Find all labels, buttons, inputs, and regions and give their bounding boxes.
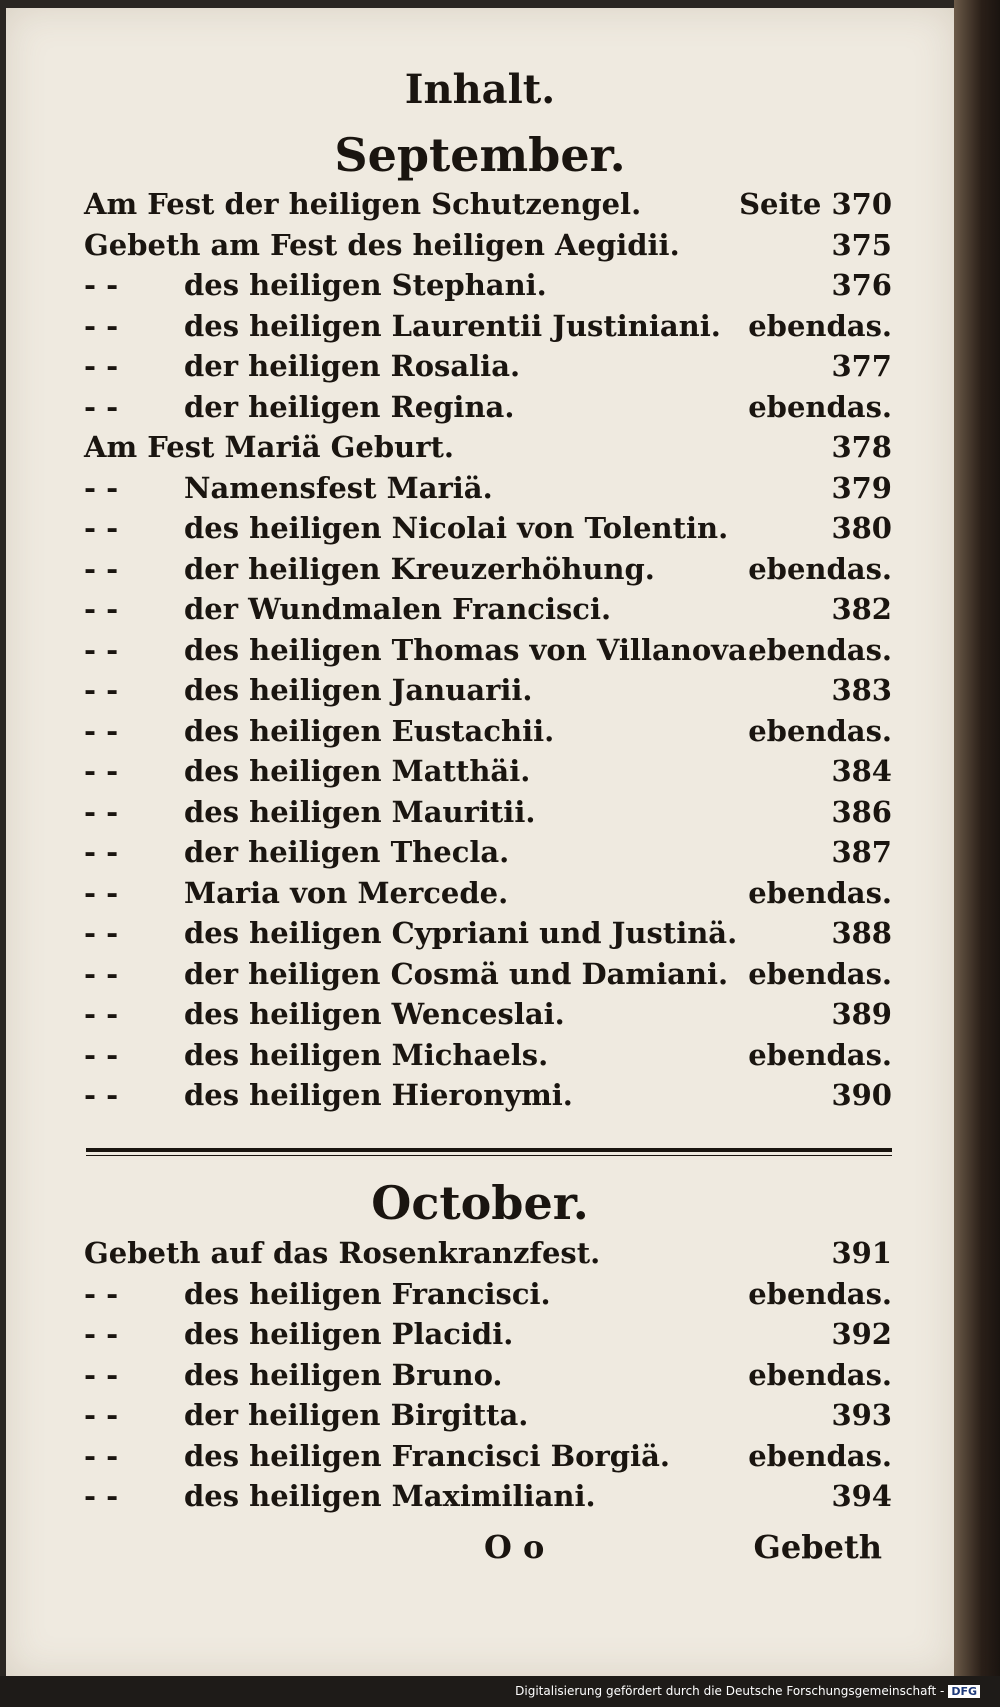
toc-entry-title: des heiligen Maximiliani. [184, 1479, 596, 1513]
toc-entry-page: ebendas. [748, 1276, 892, 1311]
toc-entry-title: des heiligen Hieronymi. [184, 1078, 573, 1112]
toc-entry [84, 549, 892, 590]
toc-entry-page: 389 [831, 997, 892, 1031]
toc-entry [84, 1314, 892, 1355]
toc-entry [84, 346, 892, 387]
ditto-dash: - - [84, 268, 119, 302]
toc-entry-page: 378 [831, 430, 892, 464]
toc-entry-title: des heiligen Cypriani und Justinä. [184, 916, 738, 950]
ditto-dash: - - [84, 389, 119, 424]
toc-entry-title: der heiligen Regina. [184, 389, 515, 424]
catchword: Gebeth [753, 1528, 882, 1566]
ditto-dash: - - [84, 1479, 119, 1513]
toc-entry-page: ebendas. [748, 713, 892, 748]
ditto-dash: - - [84, 1317, 119, 1351]
toc-list-october [84, 1233, 892, 1517]
ditto-dash: - - [84, 1276, 119, 1311]
ditto-dash: - - [84, 1438, 119, 1473]
toc-entry [84, 468, 892, 509]
toc-entry [84, 387, 892, 428]
toc-entry [84, 832, 892, 873]
toc-entry [84, 1274, 892, 1315]
toc-entry-title: Maria von Mercede. [184, 875, 509, 910]
toc-entry-page: 376 [831, 268, 892, 302]
toc-entry-title: der heiligen Kreuzerhöhung. [184, 551, 655, 586]
toc-entry [84, 427, 892, 468]
toc-entry [84, 1075, 892, 1116]
toc-entry [84, 1233, 892, 1274]
ditto-dash: - - [84, 1398, 119, 1432]
toc-entry-page: 375 [831, 227, 892, 262]
ditto-dash: - - [84, 956, 119, 991]
toc-entry-page: 394 [831, 1479, 892, 1513]
toc-entry-page: ebendas. [748, 1438, 892, 1473]
toc-entry [84, 913, 892, 954]
toc-entry-title: des heiligen Bruno. [184, 1357, 503, 1392]
toc-entry-title: des heiligen Laurentii Justiniani. [184, 308, 721, 343]
toc-entry [84, 1355, 892, 1396]
toc-entry-page: 382 [831, 592, 892, 626]
toc-entry-page: 393 [831, 1398, 892, 1432]
digitization-credit [515, 1684, 980, 1698]
toc-entry-title: Namensfest Mariä. [184, 470, 493, 505]
dfg-logo: DFG [948, 1685, 980, 1698]
toc-entry-title: des heiligen Wenceslai. [184, 997, 565, 1031]
toc-entry-title: Am Fest Mariä Geburt. [84, 430, 454, 464]
toc-list-september [84, 184, 892, 1116]
toc-entry [84, 994, 892, 1035]
toc-entry-title: des heiligen Eustachii. [184, 713, 555, 748]
ditto-dash: - - [84, 754, 119, 788]
toc-entry-page: ebendas. [748, 551, 892, 586]
ditto-dash: - - [84, 875, 119, 910]
toc-entry [84, 508, 892, 549]
toc-entry-title: des heiligen Michaels. [184, 1037, 549, 1072]
toc-entry [84, 630, 892, 671]
ditto-dash: - - [84, 673, 119, 707]
toc-entry-page: 388 [831, 916, 892, 950]
ditto-dash: - - [84, 349, 119, 383]
toc-entry-title: Gebeth auf das Rosenkranzfest. [84, 1236, 601, 1270]
signature-mark: O o [484, 1528, 545, 1566]
toc-entry-title: der heiligen Rosalia. [184, 349, 521, 383]
toc-entry [84, 589, 892, 630]
toc-entry [84, 670, 892, 711]
toc-entry [84, 184, 892, 225]
toc-entry-page: 377 [831, 349, 892, 383]
toc-entry-page: 380 [831, 511, 892, 545]
toc-entry-page: 392 [831, 1317, 892, 1351]
book-page [6, 8, 954, 1676]
toc-entry [84, 1035, 892, 1076]
page-footer [6, 1528, 954, 1568]
toc-entry-page: ebendas. [748, 1037, 892, 1072]
ditto-dash: - - [84, 1037, 119, 1072]
toc-entry [84, 873, 892, 914]
toc-entry-page: ebendas. [748, 632, 892, 667]
toc-entry-title: des heiligen Francisci Borgiä. [184, 1438, 670, 1473]
toc-entry-title: Gebeth am Fest des heiligen Aegidii. [84, 227, 680, 262]
toc-entry-page: ebendas. [748, 308, 892, 343]
toc-entry-page: 384 [831, 754, 892, 788]
toc-entry-page: ebendas. [748, 875, 892, 910]
ditto-dash: - - [84, 308, 119, 343]
toc-entry-title: des heiligen Francisci. [184, 1276, 551, 1311]
toc-entry-title: des heiligen Nicolai von Tolentin. [184, 511, 729, 545]
toc-entry-page: ebendas. [748, 1357, 892, 1392]
ditto-dash: - - [84, 1357, 119, 1392]
ditto-dash: - - [84, 794, 119, 829]
toc-entry [84, 1436, 892, 1477]
toc-entry [84, 1476, 892, 1517]
toc-entry-title: des heiligen Stephani. [184, 268, 547, 302]
section-divider-rule [86, 1148, 892, 1152]
ditto-dash: - - [84, 470, 119, 505]
toc-entry-title: des heiligen Matthäi. [184, 754, 531, 788]
toc-entry-title: des heiligen Placidi. [184, 1317, 514, 1351]
toc-entry [84, 306, 892, 347]
toc-entry [84, 265, 892, 306]
toc-entry-title: der heiligen Birgitta. [184, 1398, 529, 1432]
book-spine [954, 0, 1000, 1707]
toc-entry-page: 386 [831, 794, 892, 829]
toc-entry [84, 792, 892, 833]
ditto-dash: - - [84, 551, 119, 586]
toc-entry-page: 379 [831, 470, 892, 505]
toc-entry-title: des heiligen Mauritii. [184, 794, 536, 829]
ditto-dash: - - [84, 713, 119, 748]
section-title-september: September. [334, 128, 626, 182]
ditto-dash: - - [84, 916, 119, 950]
page-header-title: Inhalt. [404, 66, 556, 113]
toc-entry-title: der heiligen Cosmä und Damiani. [184, 956, 729, 991]
toc-entry-page: 390 [831, 1078, 892, 1112]
toc-entry-title: der heiligen Thecla. [184, 835, 510, 869]
toc-entry-page: 391 [831, 1236, 892, 1270]
toc-entry [84, 954, 892, 995]
toc-entry-page: ebendas. [748, 956, 892, 991]
credit-text: Digitalisierung gefördert durch die Deutsche Forschungsgemeinschaft - [515, 1684, 945, 1698]
toc-entry-page: ebendas. [748, 389, 892, 424]
toc-entry [84, 751, 892, 792]
toc-entry [84, 711, 892, 752]
toc-entry [84, 225, 892, 266]
ditto-dash: - - [84, 632, 119, 667]
ditto-dash: - - [84, 592, 119, 626]
section-title-october: October. [371, 1176, 589, 1230]
toc-entry-title: der Wundmalen Francisci. [184, 592, 612, 626]
ditto-dash: - - [84, 997, 119, 1031]
toc-entry-title: Am Fest der heiligen Schutzengel. [84, 187, 642, 221]
toc-entry-page: 383 [831, 673, 892, 707]
ditto-dash: - - [84, 1078, 119, 1112]
toc-entry-title: des heiligen Thomas von Villanova. [184, 632, 757, 667]
toc-entry-page: Seite 370 [739, 187, 892, 221]
ditto-dash: - - [84, 511, 119, 545]
ditto-dash: - - [84, 835, 119, 869]
toc-entry-title: des heiligen Januarii. [184, 673, 533, 707]
toc-entry-page: 387 [831, 835, 892, 869]
toc-entry [84, 1395, 892, 1436]
